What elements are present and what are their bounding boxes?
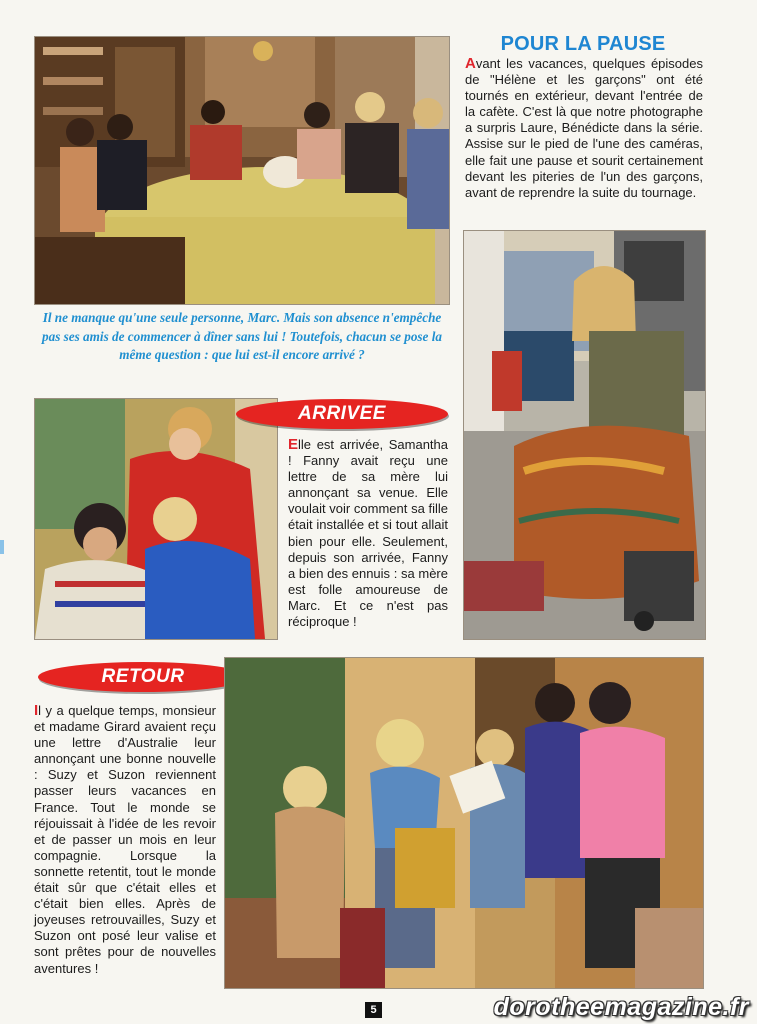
arrivee-body: lle est arrivée, Samantha ! Fanny avait reçu une lettre de sa mère lui annonçant sa venue. Elle voulait voir comment sa fille était installée et si tout allait bien pour elle. Seulement, depuis son arrivée, Fanny a bien des ennuis : sa mère est folle amoureuse de Marc. Et ce n'est pas réciproque ! <box>288 437 448 630</box>
pause-body: vant les vacances, quelques épisodes de "Hélène et les garçons" ont été tournés en extérieur, devant l'entrée de la cafète. C'est là que notre photographe a surpris Laure, Bénédicte dans la série. Assise sur le pied de l'une des caméras, elle fait une pause et sourit certainement devant les piteries de l'un des garçons, avant de reprendre la suite du tournage. <box>465 56 703 200</box>
arrivee-dropcap: E <box>288 436 299 453</box>
retour-photo <box>224 657 704 989</box>
arrivee-photo <box>34 398 278 640</box>
arrivee-article <box>288 437 448 630</box>
arrivee-banner: ARRIVEE <box>236 399 448 429</box>
dinner-caption: Il ne manque qu'une seule personne, Marc. Mais son absence n'empêche pas ses amis de commencer à dîner sans lui ! Toutefois, chacun se pose la même question : que lui est-il encore arrivé ? <box>42 310 442 362</box>
retour-body: l y a quelque temps, monsieur et madame Girard avaient reçu une lettre d'Australie leur annonçant une bonne nouvelle : Suzy et Suzon reviennent passer leurs vacances en France. Tout le monde se réjouissait à l'idée de les revoir et de passer un mois en leur compagnie. Lorsque la sonnette retentit, tout le monde était sûr que c'était elles et c'était bien elles. Après de joyeuses retrouvailles, Suzy et Suzon ont posé leur valise et sont prêtes pour de nouvelles aventures ! <box>34 703 216 976</box>
pause-photo <box>463 230 706 640</box>
retour-dropcap: I <box>34 702 39 719</box>
dinner-photo <box>34 36 450 305</box>
pause-heading: POUR LA PAUSE <box>500 33 666 55</box>
edge-mark <box>0 540 4 554</box>
page-number: 5 <box>365 1002 382 1018</box>
pause-dropcap: A <box>465 55 476 72</box>
pause-article <box>465 56 703 201</box>
retour-banner: RETOUR <box>38 662 248 692</box>
retour-article <box>34 703 216 977</box>
watermark: dorotheemagazine.fr <box>493 993 749 1021</box>
